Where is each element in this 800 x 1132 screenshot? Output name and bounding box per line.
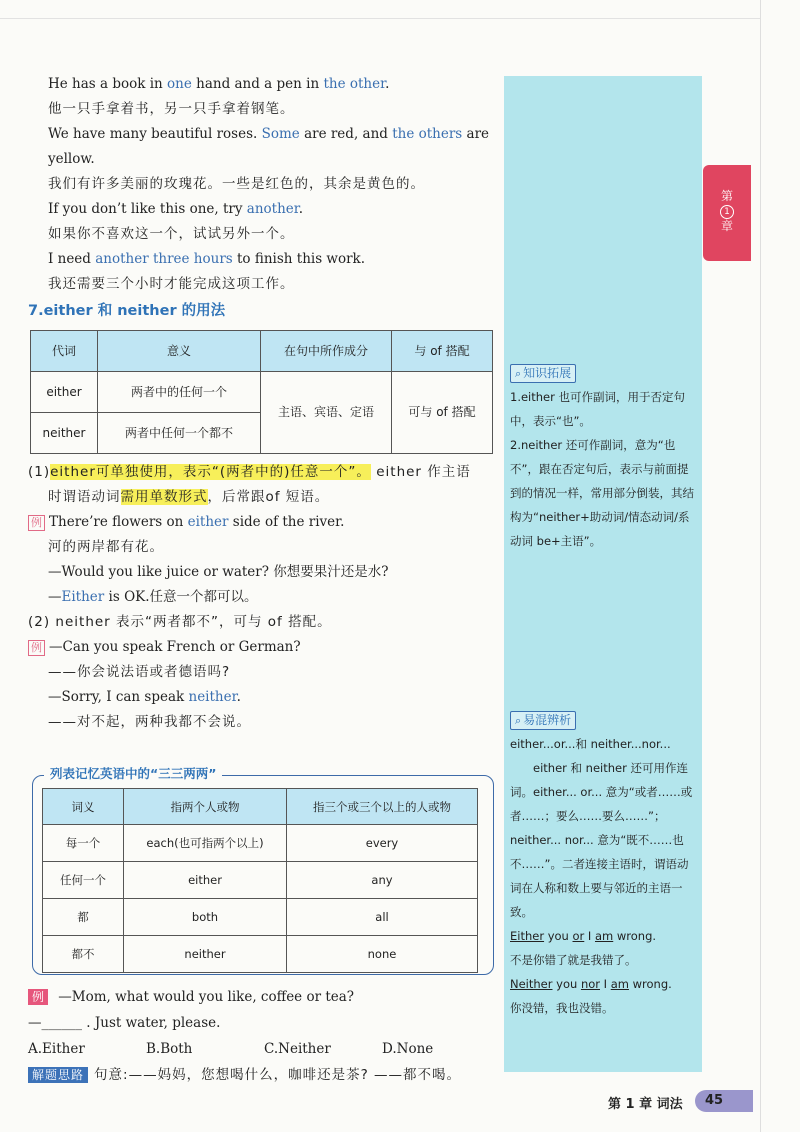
text: are red, and xyxy=(299,126,393,142)
either-neither-table xyxy=(30,330,493,454)
option-a: A.Either xyxy=(28,1041,85,1057)
text: you xyxy=(544,929,573,943)
confusion-text: either 和 neither 还可用作连词。either... or... 意为“或者……或者……；要么……要么……”；neither... nor... 意为“既不……也不……”。二者连接主语时，谓语动词在人称和数上要与邻近的主语一致。 xyxy=(510,761,693,919)
table-cell: 任何一个 xyxy=(43,862,124,899)
example-1-zh: 河的两岸都有花。 xyxy=(48,539,164,555)
header-cell: 与 of 搭配 xyxy=(392,331,493,372)
solution-line xyxy=(28,1062,498,1088)
underlined-word: Neither xyxy=(510,977,553,991)
text: ，后常跟of 短语。 xyxy=(207,489,330,505)
knowledge-badge xyxy=(510,361,696,385)
table-cell: 都不 xyxy=(43,936,124,973)
table-row xyxy=(31,372,493,413)
point-1 xyxy=(28,460,498,485)
example-1-dialog: —Would you like juice or water? 你想要果汁还是水? xyxy=(48,564,389,580)
section-title: 7.either 和 neither 的用法 xyxy=(28,303,226,319)
question-block xyxy=(28,984,498,1088)
confusion-example-2-zh: 你没错，我也没错。 xyxy=(510,1001,614,1015)
chapter-tab-number: 1 xyxy=(720,205,734,219)
sentence-zh-3: 如果你不喜欢这一个，试试另外一个。 xyxy=(48,226,295,242)
text: are xyxy=(462,126,490,142)
keyword: one xyxy=(167,76,192,92)
solution-tag: 解题思路 xyxy=(28,1067,88,1083)
text: hand and a pen in xyxy=(191,76,324,92)
example-1-answer xyxy=(28,585,498,610)
page-top-edge xyxy=(0,0,760,19)
sentence-zh-1: 他一只手拿着书，另一只手拿着钢笔。 xyxy=(48,101,295,117)
footer-chapter: 第 1 章 词法 xyxy=(608,1097,683,1112)
badge-label: 知识拓展 xyxy=(523,366,572,380)
sentence-zh-4: 我还需要三个小时才能完成这项工作。 xyxy=(48,276,295,292)
keyword: Some xyxy=(261,126,300,142)
table-row xyxy=(43,936,478,973)
sentence-en-2 xyxy=(28,122,498,147)
point-number: (1) xyxy=(28,464,51,480)
question-line-2: —______ . Just water, please. xyxy=(28,1015,221,1031)
text: If you don’t like this one, try xyxy=(48,201,247,217)
main-column xyxy=(28,72,498,735)
confusion-analysis xyxy=(510,708,696,1020)
header-cell: 代词 xyxy=(31,331,98,372)
text: —Can you speak French or German? xyxy=(49,639,301,655)
header-cell: 词义 xyxy=(43,789,124,825)
table-cell: 可与 of 搭配 xyxy=(392,372,493,454)
text: I xyxy=(584,929,595,943)
header-cell: 在句中所作成分 xyxy=(261,331,392,372)
text: 句意:——妈妈，您想喝什么，咖啡还是茶? ——都不喝。 xyxy=(94,1067,462,1083)
header-cell: 指三个或三个以上的人或物 xyxy=(287,789,478,825)
highlight-text: 。 xyxy=(356,464,371,480)
knowledge-extension xyxy=(510,361,696,553)
table-cell: any xyxy=(287,862,478,899)
table-cell: neither xyxy=(124,936,287,973)
text: — xyxy=(48,589,62,605)
text: 时谓语动词 xyxy=(48,489,121,505)
memory-table xyxy=(42,788,478,973)
chapter-tab-top: 第 xyxy=(720,189,733,203)
table-cell: either xyxy=(31,372,98,413)
example-2-zh: ——你会说法语或者德语吗? xyxy=(48,664,231,680)
text: you xyxy=(552,977,581,991)
table-cell: 每一个 xyxy=(43,825,124,862)
sentence-zh-2: 我们有许多美丽的玫瑰花。一些是红色的，其余是黄色的。 xyxy=(48,176,425,192)
keyword: neither xyxy=(188,689,237,705)
sentence-en-1 xyxy=(28,72,498,97)
text: I xyxy=(600,977,611,991)
text: We have many beautiful roses. xyxy=(48,126,262,142)
table-cell: all xyxy=(287,899,478,936)
option-d: D.None xyxy=(382,1041,434,1057)
underlined-word: am xyxy=(594,929,614,943)
confusion-example-1 xyxy=(510,924,696,948)
chapter-tab[interactable] xyxy=(703,165,751,261)
table-row xyxy=(43,899,478,936)
sentence-en-3 xyxy=(28,197,498,222)
sentence-en-4 xyxy=(28,247,498,272)
memory-box-title: 列表记忆英语中的“三三两两” xyxy=(44,764,222,782)
text: wrong. xyxy=(628,977,672,991)
text: He has a book in xyxy=(48,76,168,92)
confusion-example-2 xyxy=(510,972,696,996)
text: side of the river. xyxy=(228,514,345,530)
keyword: another xyxy=(246,201,299,217)
point-2: (2) neither 表示“两者都不”，可与 of 搭配。 xyxy=(28,614,332,630)
table-cell: 两者中的任何一个 xyxy=(98,372,261,413)
example-2-reply xyxy=(28,685,498,710)
table-cell: every xyxy=(287,825,478,862)
table-cell: none xyxy=(287,936,478,973)
text: to finish this work. xyxy=(232,251,366,267)
table-cell: 主语、宾语、定语 xyxy=(261,372,392,454)
table-cell: 两者中任何一个都不 xyxy=(98,413,261,454)
option-b: B.Both xyxy=(146,1041,193,1057)
example-2-reply-zh: ——对不起，两种我都不会说。 xyxy=(48,714,251,730)
text: wrong. xyxy=(613,929,657,943)
underlined-word: nor xyxy=(580,977,600,991)
header-cell: 意义 xyxy=(98,331,261,372)
highlight-text: either可单独使用，表示“(两者中的)任意一个” xyxy=(50,464,357,480)
table-cell: both xyxy=(124,899,287,936)
table-row xyxy=(43,825,478,862)
header-cell: 指两个人或物 xyxy=(124,789,287,825)
example-2 xyxy=(28,635,498,660)
table-cell: neither xyxy=(31,413,98,454)
page-right-edge xyxy=(760,0,761,1132)
page-number: 45 xyxy=(695,1090,753,1112)
text: is OK.任意一个都可以。 xyxy=(104,589,258,605)
keyword: the other xyxy=(323,76,386,92)
underlined-word: am xyxy=(610,977,629,991)
table-row xyxy=(43,862,478,899)
chapter-tab-bottom: 章 xyxy=(720,219,733,233)
keyword: the others xyxy=(392,126,463,142)
text: . xyxy=(385,76,390,92)
text: either 作主语 xyxy=(370,464,471,480)
example-tag: 例 xyxy=(28,515,45,531)
table-cell: 都 xyxy=(43,899,124,936)
table-header-row xyxy=(31,331,493,372)
keyword: Either xyxy=(61,589,105,605)
keyword: either xyxy=(187,514,229,530)
keyword: another three hours xyxy=(95,251,233,267)
example-tag: 例 xyxy=(28,989,48,1005)
confusion-example-1-zh: 不是你错了就是我错了。 xyxy=(510,953,637,967)
example-tag: 例 xyxy=(28,640,45,656)
table-cell: either xyxy=(124,862,287,899)
knowledge-item-1: 1.either 也可作副词，用于否定句中，表示“也”。 xyxy=(510,390,685,428)
options xyxy=(28,1036,498,1062)
table-cell: each(也可指两个以上) xyxy=(124,825,287,862)
text: . xyxy=(236,689,241,705)
text: There’re flowers on xyxy=(49,514,188,530)
question-line-1 xyxy=(28,984,498,1010)
confusion-heading: either...or...和 neither...nor... xyxy=(510,737,671,751)
text: . xyxy=(298,201,304,217)
badge-label: 易混辨析 xyxy=(523,713,572,727)
knowledge-item-2: 2.neither 还可作副词，意为“也不”，跟在否定句后，表示与前面提到的情况一样，常用部分倒装，其结构为“neither+助动词/情态动词/系动词 be+主语”。 xyxy=(510,438,694,548)
point-1-cont xyxy=(28,485,498,510)
text: —Sorry, I can speak xyxy=(48,689,189,705)
search-icon: ⌕ xyxy=(515,714,522,727)
underlined-word: Either xyxy=(510,929,545,943)
text: —Mom, what would you like, coffee or tea? xyxy=(54,989,355,1005)
confusion-badge xyxy=(510,708,696,732)
example-1 xyxy=(28,510,498,535)
option-c: C.Neither xyxy=(264,1041,331,1057)
highlight-text: 需用单数形式 xyxy=(120,489,208,505)
search-icon: ⌕ xyxy=(515,367,522,380)
table-header-row xyxy=(43,789,478,825)
underlined-word: or xyxy=(572,929,585,943)
sentence-en-2-cont: yellow. xyxy=(48,151,95,167)
text: I need xyxy=(48,251,96,267)
